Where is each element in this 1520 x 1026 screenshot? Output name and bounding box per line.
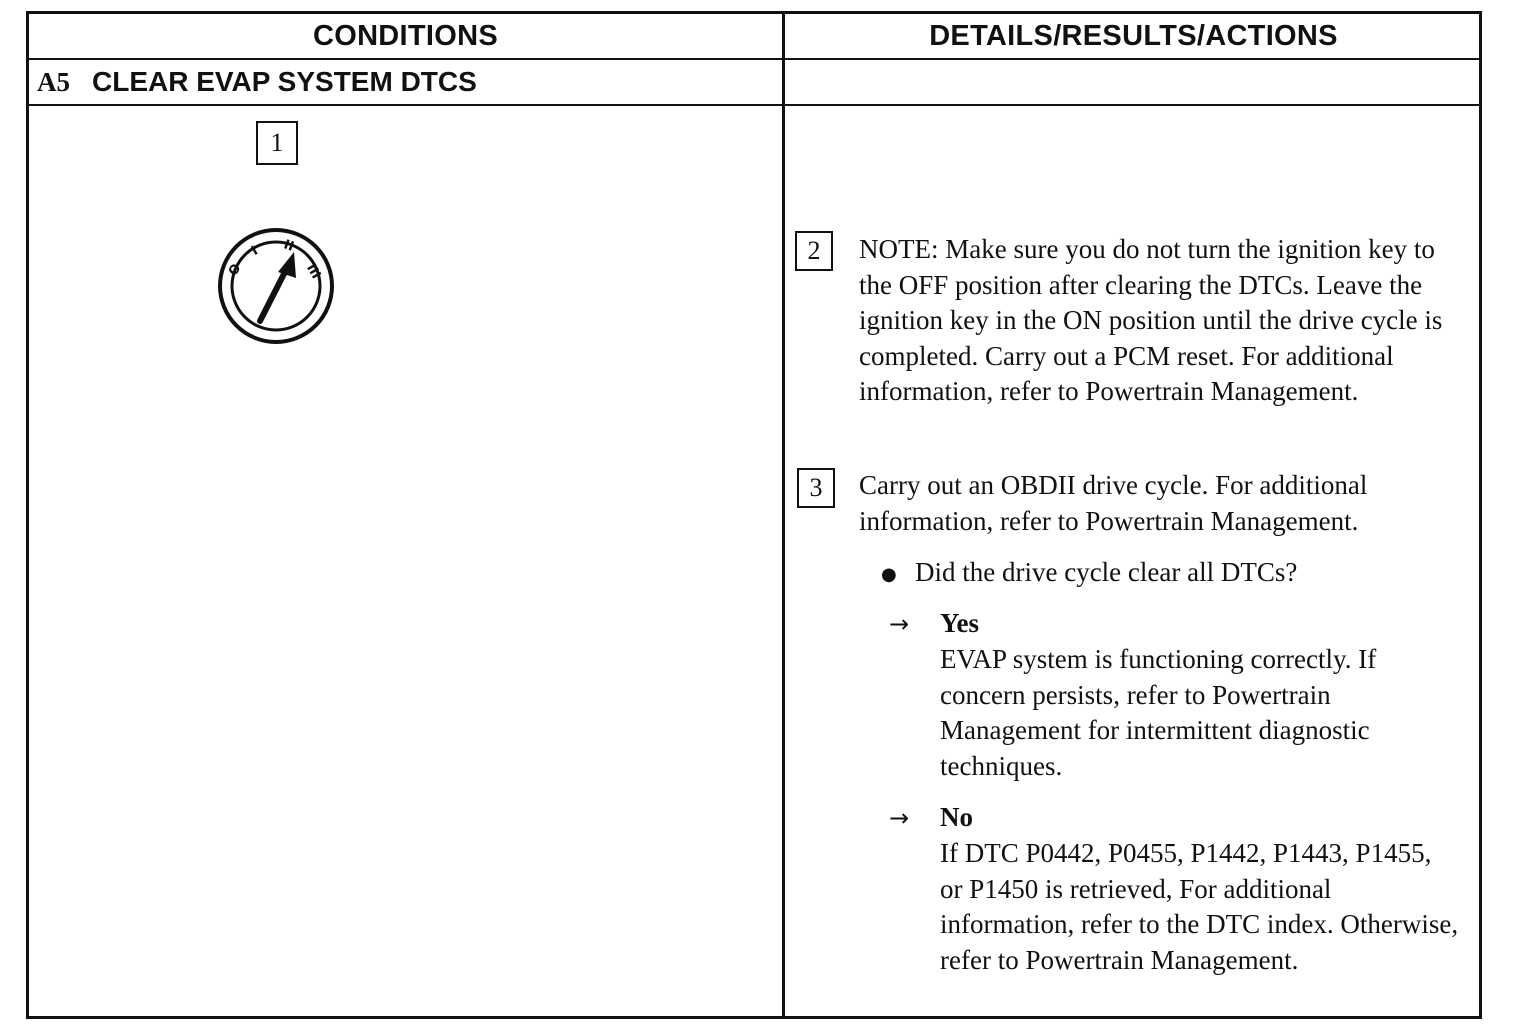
step-id: A5 <box>37 66 70 97</box>
conditions-header: CONDITIONS <box>312 19 499 52</box>
yes-label: Yes <box>940 608 979 638</box>
column-divider <box>782 14 785 1016</box>
yes-result: EVAP system is functioning correctly. If concern persists, refer to Powertrain Management for intermittent diagnostic techniques. <box>940 644 1377 781</box>
ignition-switch-icon <box>216 226 336 346</box>
ignition-label-0: O <box>225 261 245 279</box>
step-title <box>37 60 477 104</box>
diagnostic-table <box>26 11 1482 1019</box>
no-result: If DTC P0442, P0455, P1442, P1443, P1455, or P1450 is retrieved, For additional information, refer to the DTC index. Otherwise, refer to Powertrain Management. <box>940 838 1459 975</box>
step-3-box: 3 <box>797 468 835 508</box>
no-arrow-icon: → <box>889 804 910 832</box>
step-3-question: Did the drive cycle clear all DTCs? <box>915 557 1298 587</box>
step-2-note: NOTE: Make sure you do not turn the ignition key to the OFF position after clearing the DTCs. Leave the ignition key in the ON position until the drive cycle is completed. Carry out a PCM reset. For additional information, refer to Powertrain Management. <box>859 234 1443 406</box>
step-3-instruction: Carry out an OBDII drive cycle. For additional information, refer to Powertrain Management. <box>859 470 1368 536</box>
bullet-icon: ● <box>881 564 897 585</box>
ignition-label-2: II <box>281 237 296 255</box>
title-divider <box>29 104 1479 106</box>
ignition-key-pointer <box>260 266 288 321</box>
yes-arrow-icon: → <box>889 610 910 638</box>
ignition-label-3: III <box>303 261 324 282</box>
step-1-box: 1 <box>256 121 298 165</box>
details-header: DETAILS/RESULTS/ACTIONS <box>929 19 1338 52</box>
no-label: No <box>940 802 973 832</box>
ignition-label-1: I <box>249 243 261 259</box>
step-title-text: CLEAR EVAP SYSTEM DTCS <box>92 66 477 97</box>
step-2-box: 2 <box>795 231 833 271</box>
